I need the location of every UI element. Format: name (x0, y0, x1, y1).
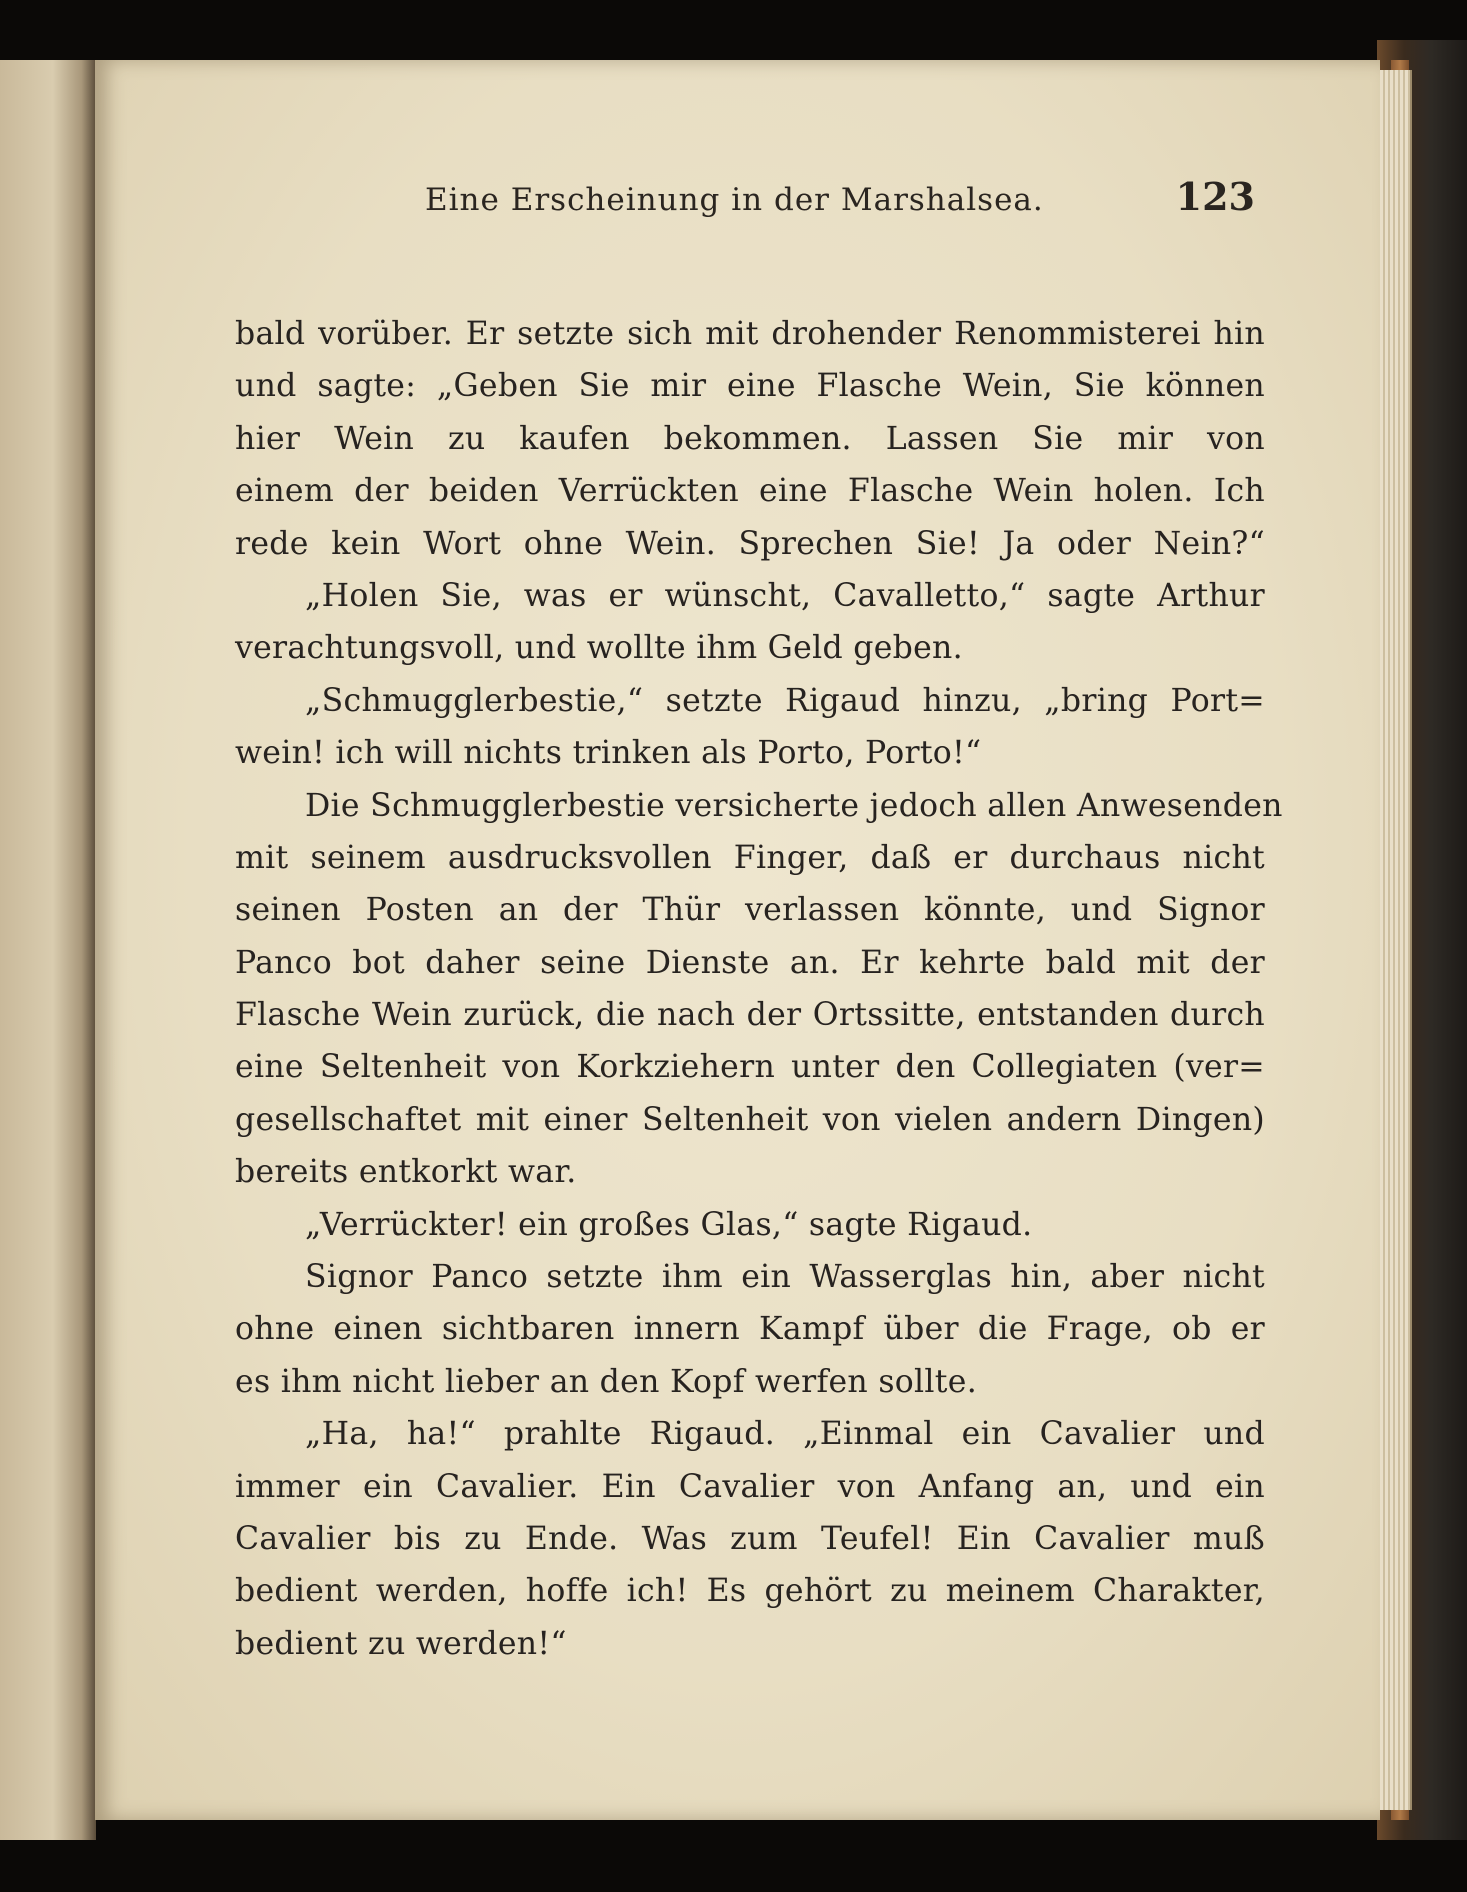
left-page-edge (0, 60, 96, 1840)
text-line: es ihm nicht lieber an den Kopf werfen sollte. (235, 1363, 978, 1400)
body-text (235, 308, 1283, 1670)
text-line: bereits entkorkt war. (235, 1154, 577, 1191)
text-line: und sagte: „Geben Sie mir eine Flasche Wein, Sie können (235, 368, 1265, 405)
text-line: „Holen Sie, was er wünscht, Cavalletto,“ sagte Arthur (305, 577, 1265, 614)
text-line: wein! ich will nichts trinken als Porto, Porto!“ (235, 735, 982, 772)
text-line: „Schmugglerbestie,“ setzte Rigaud hinzu, „bring Port= (305, 682, 1265, 719)
running-title: Eine Erscheinung in der Marshalsea. (425, 182, 1044, 218)
text-line: bedient zu werden!“ (235, 1625, 567, 1662)
text-line: Signor Panco setzte ihm ein Wasserglas hin, aber nicht (305, 1259, 1265, 1296)
text-line: verachtungsvoll, und wollte ihm Geld geben. (235, 630, 963, 667)
text-line: eine Seltenheit von Korkziehern unter den Collegiaten (ver= (235, 1049, 1265, 1086)
text-line: „Verrückter! ein großes Glas,“ sagte Rigaud. (305, 1206, 1033, 1243)
text-line: Cavalier bis zu Ende. Was zum Teufel! Ein Cavalier muß (235, 1520, 1265, 1557)
text-line: gesellschaftet mit einer Seltenheit von vielen andern Dingen) (235, 1101, 1265, 1138)
text-line: Flasche Wein zurück, die nach der Ortssitte, entstanden durch (235, 997, 1265, 1034)
text-line: Die Schmugglerbestie versicherte jedoch allen Anwesenden (305, 787, 1283, 824)
text-line: Panco bot daher seine Dienste an. Er kehrte bald mit der (235, 944, 1265, 981)
text-line: immer ein Cavalier. Ein Cavalier von Anfang an, und ein (235, 1468, 1265, 1505)
text-line: bald vorüber. Er setzte sich mit drohender Renommisterei hin (235, 316, 1265, 352)
text-line: mit seinem ausdrucksvollen Finger, daß er durchaus nicht (235, 839, 1265, 876)
book-page (95, 60, 1380, 1820)
text-line: „Ha, ha!“ prahlte Rigaud. „Einmal ein Cavalier und (305, 1416, 1265, 1453)
page-number: 123 (1175, 174, 1255, 219)
text-line: hier Wein zu kaufen bekommen. Lassen Sie mir von (235, 420, 1265, 457)
text-line: bedient werden, hoffe ich! Es gehört zu meinem Charakter, (235, 1573, 1265, 1610)
text-line: rede kein Wort ohne Wein. Sprechen Sie! Ja oder Nein?“ (235, 525, 1265, 562)
text-line: ohne einen sichtbaren innern Kampf über die Frage, ob er (235, 1311, 1265, 1348)
text-line: seinen Posten an der Thür verlassen könnte, und Signor (235, 892, 1265, 929)
page-header (425, 170, 1255, 230)
text-line: einem der beiden Verrückten eine Flasche Wein holen. Ich (235, 473, 1265, 510)
